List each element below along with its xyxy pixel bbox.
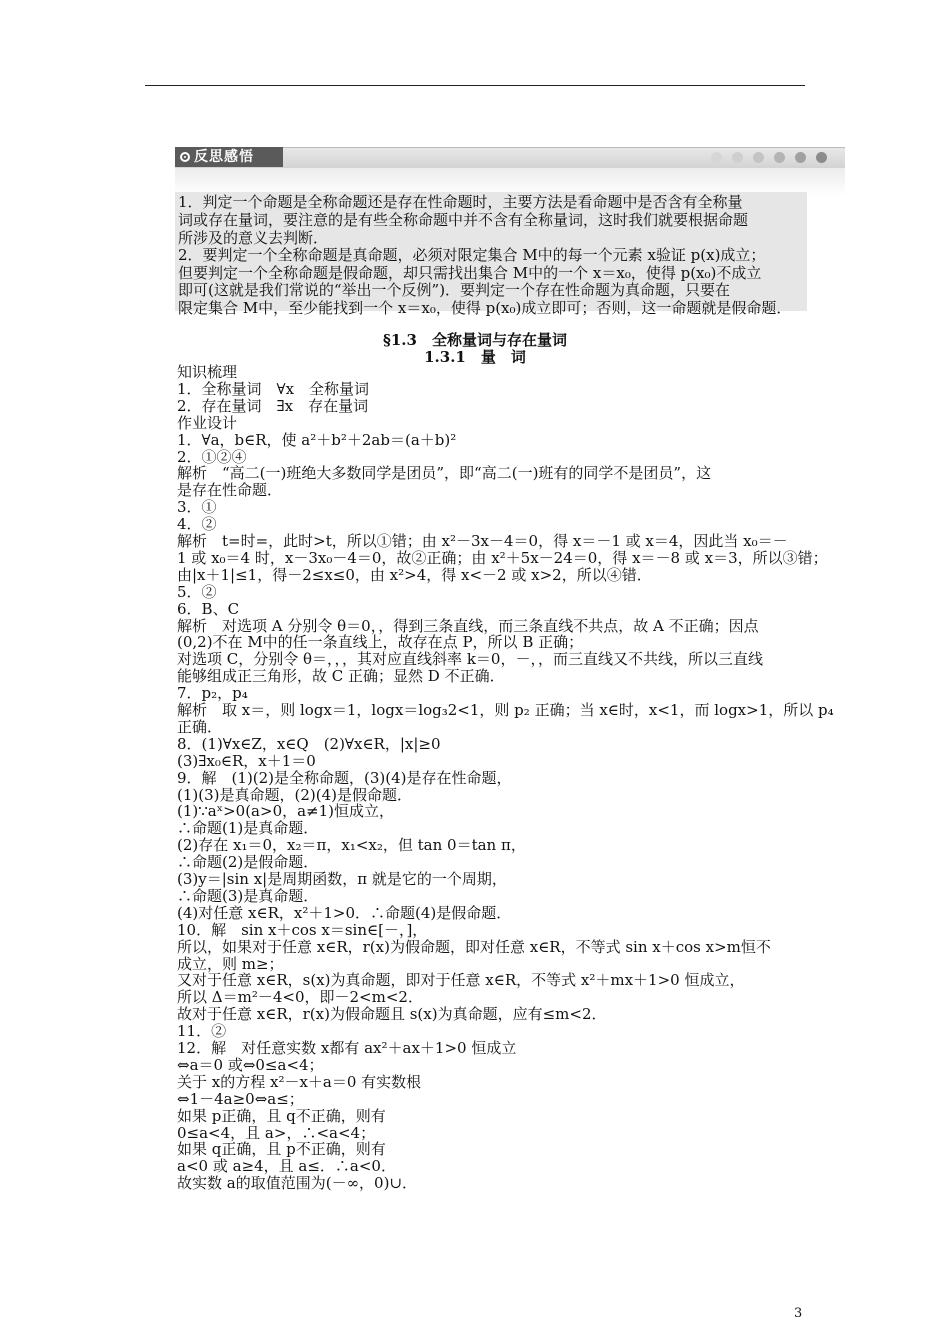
solution-line: 解析 “高二(一)班绝大多数同学是团员”，即“高二(一)班有的同学不是团员”，这	[177, 464, 712, 483]
solution-line: 所以 Δ＝m²－4<0，即－2<m<2．	[177, 988, 423, 1007]
solution-line: 知识梳理	[177, 363, 238, 381]
decorative-dots	[711, 152, 827, 163]
solution-line: (2)存在 x₁＝0，x₂＝π，x₁<x₂，但 tan 0＝tan π，	[177, 836, 526, 855]
solution-line: 解析 t=时=，此时>t，所以①错；由 x²－3x－4＝0，得 x＝－1 或 x＝4，因此当 x₀＝－	[177, 532, 788, 550]
solution-line: 解析 对选项 A 分别令 θ＝0，，得到三条直线，而三条直线不共点，故 A 不正确；因点	[177, 616, 759, 635]
solution-line: (3)y＝|sin x|是周期函数，π 就是它的一个周期，	[177, 870, 507, 888]
solution-line: 成立，则 m≥；	[177, 954, 284, 973]
solution-line: 11．②	[177, 1022, 227, 1041]
solution-line: 关于 x的方程 x²－x＋a＝0 有实数根	[177, 1072, 422, 1091]
solution-line: ⇔1－4a≥0⇔a≤；	[177, 1089, 304, 1108]
solution-line: (0,2)不在 M中的任一条直线上，故存在点 P，所以 B 正确；	[177, 633, 584, 652]
solution-line: 2．存在量词 ∃x 存在量词	[177, 396, 369, 415]
solution-line: 解析 取 x＝，则 logx＝1，logx＝log₃2<1，则 p₂ 正确；当 x∈时，x<1，而 logx>1，所以 p₄	[177, 701, 834, 719]
reflect-line: 2．要判定一个全称命题是真命题，必须对限定集合 M中的每一个元素 x验证 p(x)成立；	[178, 246, 766, 264]
reflect-line: 但要判定一个全称命题是假命题，却只需找出集合 M中的一个 x＝x₀，使得 p(x₀)不成立	[178, 264, 762, 282]
solution-line: 如果 q正确，且 p不正确，则有	[177, 1140, 386, 1159]
dot-icon	[711, 152, 722, 163]
solution-line: 又对于任意 x∈R，s(x)为真命题，即对于任意 x∈R，不等式 x²＋mx＋1>0 恒成立，	[177, 971, 745, 990]
solution-line: (1)(3)是真命题，(2)(4)是假命题．	[177, 785, 412, 804]
solution-line: 2．①②④	[177, 447, 247, 466]
solution-line: 如果 p正确，且 q不正确，则有	[177, 1106, 386, 1125]
solution-line: 所以，如果对于任意 x∈R，r(x)为假命题，即对任意 x∈R，不等式 sin x＋cos x>m恒不	[177, 937, 771, 956]
solution-line: a<0 或 a≥4，且 a≤．∴a<0．	[177, 1157, 396, 1176]
reflect-line: 限定集合 M中，至少能找到一个 x＝x₀，使得 p(x₀)成立即可；否则，这一命题就是假命题．	[178, 299, 792, 317]
solution-line: ∴命题(1)是真命题．	[177, 819, 319, 838]
dot-icon	[774, 152, 785, 163]
reflect-line: 词或存在量词，要注意的是有些全称命题中并不含有全称量词，这时我们就要根据命题	[178, 211, 749, 229]
solution-line: 3．①	[177, 498, 217, 517]
reflect-line: 1．判定一个命题是全称命题还是存在性命题时，主要方法是看命题中是否含有全称量	[178, 193, 743, 211]
solution-line: 故对于任意 x∈R，r(x)为假命题且 s(x)为真命题，应有≤m<2．	[177, 1005, 607, 1024]
solution-line: 9．解 (1)(2)是全称命题，(3)(4)是存在性命题，	[177, 768, 512, 787]
dot-icon	[753, 152, 764, 163]
solution-line: ∴命题(2)是假命题．	[177, 853, 319, 872]
solution-line: 由|x＋1|≤1，得－2≤x≤0，由 x²>4，得 x<－2 或 x>2，所以④错．	[177, 565, 652, 584]
solution-line: 是存在性命题．	[177, 481, 283, 500]
solution-line: 1 或 x₀＝4 时，x－3x₀－4＝0，故②正确；由 x²＋5x－24＝0，得 x＝－8 或 x＝3，所以③错；	[177, 548, 828, 567]
reflect-title-tab	[175, 147, 283, 167]
solution-line: 作业设计	[177, 413, 238, 432]
solution-line: 5．②	[177, 582, 217, 601]
dot-icon	[795, 152, 806, 163]
reflect-line: 所涉及的意义去判断．	[178, 229, 329, 247]
dot-icon	[732, 152, 743, 163]
solution-line: 4．②	[177, 515, 217, 534]
solution-line: 故实数 a的取值范围为(－∞，0)∪．	[177, 1174, 418, 1193]
solution-line: 正确．	[177, 717, 223, 736]
solution-line: (1)∵aˣ>0(a>0，a≠1)恒成立，	[177, 802, 395, 821]
reflect-title: 反思感悟	[194, 149, 254, 165]
solution-line: (3)∃x₀∈R，x＋1＝0	[177, 751, 316, 770]
solution-line: 6．B、C	[177, 599, 240, 618]
subsection-title: 1.3.1 量 词	[424, 348, 526, 366]
solution-line: 7．p₂，p₄	[177, 684, 248, 703]
section-title: §1.3 全称量词与存在量词	[383, 331, 567, 349]
solution-line: 能够组成正三角形，故 C 正确；显然 D 不正确．	[177, 667, 505, 686]
target-icon	[180, 152, 190, 162]
solution-line: 12．解 对任意实数 x都有 ax²＋ax＋1>0 恒成立	[177, 1039, 517, 1057]
solution-line: 1．全称量词 ∀x 全称量词	[177, 379, 370, 398]
solution-line: 0≤a<4，且 a>，∴<a<4；	[177, 1123, 376, 1142]
solution-line: ∴命题(3)是真命题．	[177, 886, 319, 905]
solution-line: 1．∀a，b∈R，使 a²＋b²＋2ab＝(a＋b)²	[177, 430, 457, 449]
reflect-header	[175, 147, 845, 167]
solution-line: 对选项 C，分别令 θ＝，，，其对应直线斜率 k＝0，－，，而三直线又不共线，所以三直线	[177, 650, 763, 669]
page-number: 3	[794, 1306, 803, 1321]
solution-line: 8．(1)∀x∈Z，x∈Q (2)∀x∈R，|x|≥0	[177, 734, 441, 753]
top-rule	[145, 85, 805, 86]
dot-icon	[816, 152, 827, 163]
solution-line: ⇔a＝0 或⇔0≤a<4；	[177, 1055, 324, 1074]
reflect-line: 即可(这就是我们常说的“举出一个反例”)．要判定一个存在性命题为真命题，只要在	[178, 281, 731, 299]
solution-line: (4)对任意 x∈R，x²＋1>0．∴命题(4)是假命题．	[177, 903, 512, 922]
solution-line: 10．解 sin x＋cos x＝sin∈[－，]，	[177, 920, 428, 939]
